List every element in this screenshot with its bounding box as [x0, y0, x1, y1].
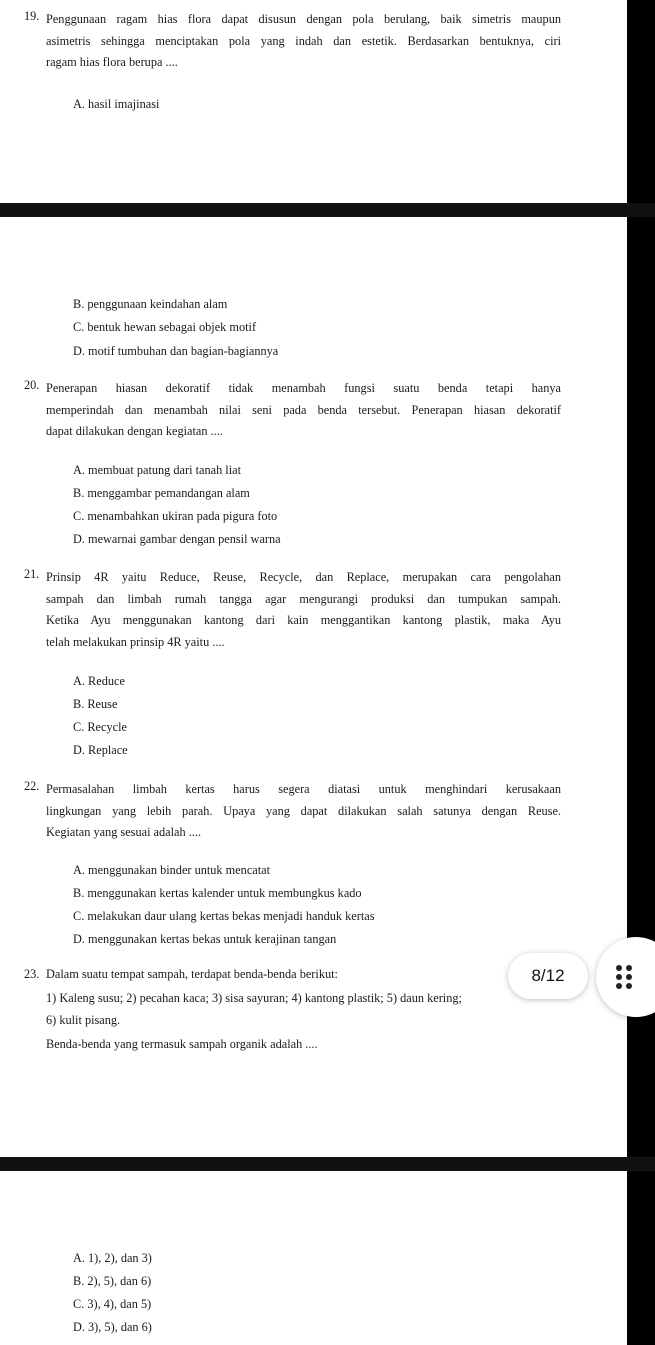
question-19-option-c[interactable]: C. bentuk hewan sebagai objek motif [73, 320, 257, 334]
question-21-option-d[interactable]: D. Replace [73, 743, 128, 757]
question-23-option-c[interactable]: C. 3), 4), dan 5) [73, 1297, 152, 1311]
question-19-option-b[interactable]: B. penggunaan keindahan alam [73, 297, 228, 311]
question-23-number: 23. [24, 967, 40, 981]
question-21-option-c[interactable]: C. Recycle [73, 720, 127, 734]
question-21-line: Ketika Ayu menggunakan kantong dari kain menggantikan kantong plastik, maka Ayu [46, 613, 561, 627]
question-19-line: ragam hias flora berupa .... [46, 55, 178, 69]
question-22-line: lingkungan yang lebih parah. Upaya yang dapat dilakukan salah satunya dengan Reuse. [46, 803, 561, 818]
question-23-question: Benda-benda yang termasuk sampah organik adalah .... [46, 1037, 318, 1051]
question-20-line: dapat dilakukan dengan kegiatan .... [46, 424, 223, 438]
question-22-option-b[interactable]: B. menggunakan kertas kalender untuk membungkus kado [73, 886, 362, 900]
question-20-option-d[interactable]: D. mewarnai gambar dengan pensil warna [73, 532, 281, 546]
question-22-text [46, 779, 561, 844]
question-23-option-b[interactable]: B. 2), 5), dan 6) [73, 1274, 152, 1288]
dots-grid-icon [616, 965, 640, 989]
question-20-line: Penerapan hiasan dekoratif tidak menambah fungsi suatu benda tetapi hanya [46, 381, 561, 395]
question-20-text [46, 378, 561, 443]
question-20-line: memperindah dan menambah nilai seni pada benda tersebut. Penerapan hiasan dekoratif [46, 402, 561, 417]
question-19-line: Penggunaan ragam hias flora dapat disusun dengan pola berulang, baik simetris maupun [46, 12, 561, 26]
question-21-line: sampah dan limbah rumah tangga agar mengurangi produksi dan tumpukan sampah. [46, 591, 561, 606]
question-23-items-line-1: 1) Kaleng susu; 2) pecahan kaca; 3) sisa sayuran; 4) kantong plastik; 5) daun kering; [46, 991, 462, 1005]
question-22-line: Permasalahan limbah kertas harus segera diatasi untuk menghindari kerusakaan [46, 782, 561, 796]
question-23-option-d[interactable]: D. 3), 5), dan 6) [73, 1320, 152, 1334]
question-21-option-b[interactable]: B. Reuse [73, 697, 118, 711]
question-22-number: 22. [24, 779, 40, 793]
page-indicator[interactable] [508, 953, 588, 999]
question-23-intro: Dalam suatu tempat sampah, terdapat benda-benda berikut: [46, 967, 338, 981]
question-22-option-a[interactable]: A. menggunakan binder untuk mencatat [73, 863, 271, 877]
question-23-items-line-2: 6) kulit pisang. [46, 1013, 121, 1027]
question-21-number: 21. [24, 567, 40, 581]
question-20-number: 20. [24, 378, 40, 392]
question-22-line: Kegiatan yang sesuai adalah .... [46, 825, 202, 839]
page-indicator-text: 8/12 [531, 966, 565, 985]
question-22-option-c[interactable]: C. melakukan daur ulang kertas bekas menjadi handuk kertas [73, 909, 375, 923]
question-20-option-b[interactable]: B. menggambar pemandangan alam [73, 486, 250, 500]
dark-sidebar [627, 0, 655, 1345]
question-22-option-d[interactable]: D. menggunakan kertas bekas untuk kerajinan tangan [73, 932, 337, 946]
question-19-line: asimetris sehingga menciptakan pola yang indah dan estetik. Berdasarkan bentuknya, ciri [46, 33, 561, 48]
question-19-text [46, 9, 561, 74]
question-19-option-d[interactable]: D. motif tumbuhan dan bagian-bagiannya [73, 344, 279, 358]
question-20-option-c[interactable]: C. menambahkan ukiran pada pigura foto [73, 509, 278, 523]
page-break-band [0, 203, 655, 217]
question-21-option-a[interactable]: A. Reduce [73, 674, 125, 688]
question-23-option-a[interactable]: A. 1), 2), dan 3) [73, 1251, 152, 1265]
question-19-option-a[interactable]: A. hasil imajinasi [73, 97, 160, 111]
menu-button[interactable] [596, 937, 655, 1017]
question-21-text [46, 567, 561, 653]
question-21-line: telah melakukan prinsip 4R yaitu .... [46, 634, 225, 649]
question-21-line: Prinsip 4R yaitu Reduce, Reuse, Recycle, dan Replace, merupakan cara pengolahan [46, 570, 561, 584]
page-break-band [0, 1157, 655, 1171]
question-19-number: 19. [24, 9, 40, 23]
question-20-option-a[interactable]: A. membuat patung dari tanah liat [73, 463, 242, 477]
